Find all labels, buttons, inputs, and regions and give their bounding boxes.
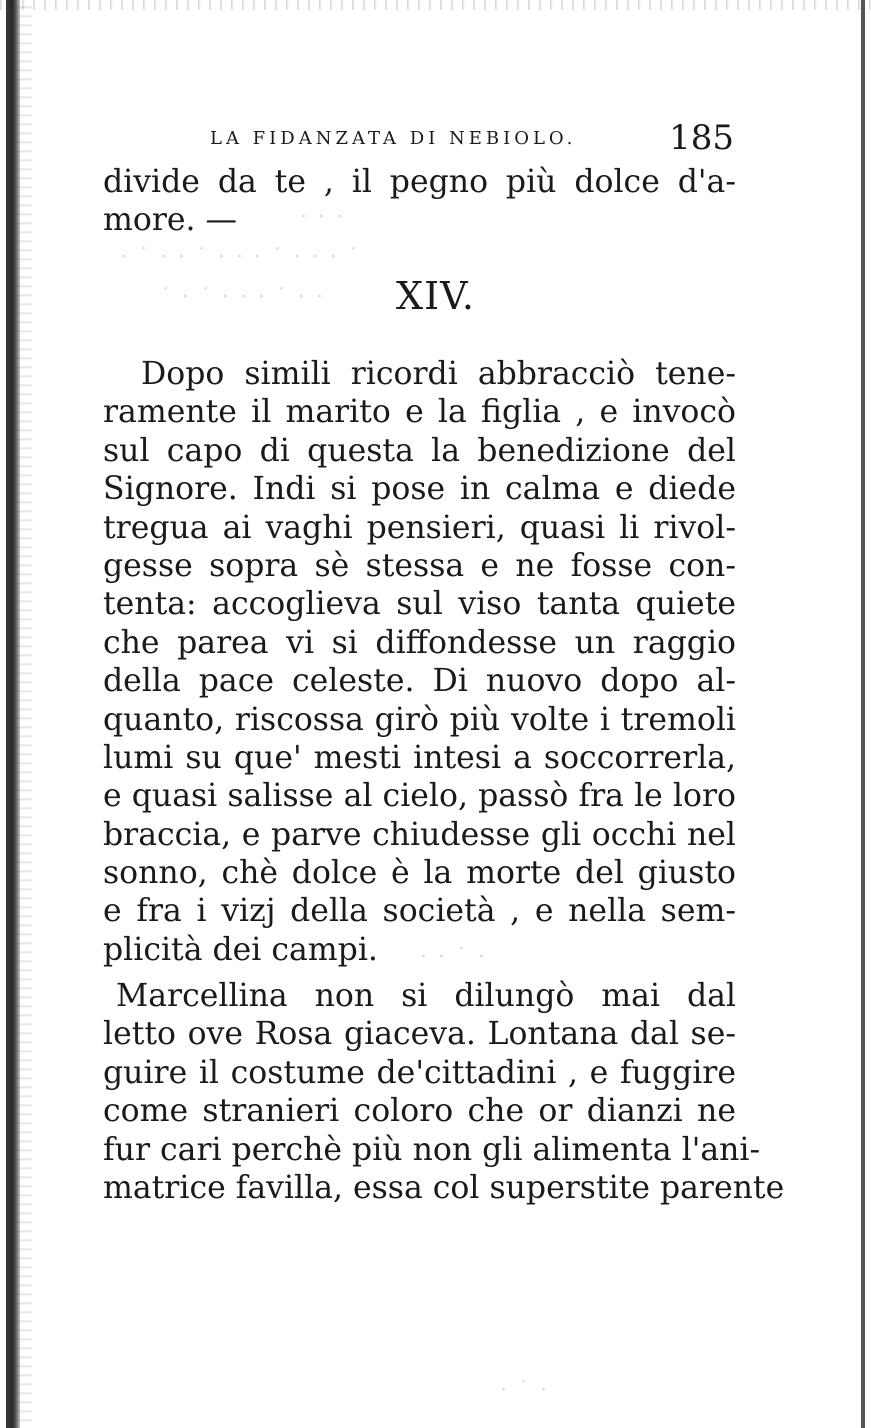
text-line: e quasi salisse al cielo, passò fra le loro — [103, 778, 736, 815]
scan-top-noise — [0, 0, 871, 10]
text-line: tenta: accoglieva sul viso tanta quiete — [103, 586, 736, 623]
text-line: Marcellina non si dilungò mai dal — [116, 978, 736, 1014]
paragraph-2 — [103, 977, 785, 1207]
bleed-through-mark: · · · — [300, 205, 345, 230]
text-line: letto ove Rosa giaceva. Lontana dal se- — [103, 1016, 736, 1053]
page-header — [100, 118, 736, 158]
continued-paragraph — [103, 163, 736, 240]
text-line: della pace celeste. Di nuovo dopo al- — [103, 663, 736, 700]
text-line: sul capo di questa la benedizione del — [103, 432, 736, 469]
text-line: more. — — [103, 202, 238, 239]
text-line: Dopo simili ricordi abbracciò tene- — [141, 356, 736, 392]
text-line: braccia, e parve chiudesse gli occhi nel — [103, 816, 736, 853]
text-line: lumi su que' mesti intesi a soccorrerla, — [103, 739, 736, 776]
text-line: che parea vi si diffondesse un raggio — [103, 624, 736, 661]
bleed-through-mark: · · ˙ · — [420, 945, 487, 970]
bleed-through-mark: · ˙ · · ˙ · · · ˙ · · · ˙ — [120, 245, 361, 270]
text-line: quanto, riscossa girò più volte i tremoli — [103, 701, 736, 738]
text-line: divide da te , il pegno più dolce d'a- — [103, 164, 736, 200]
bleed-through-mark: ˙ · ˙ · · · ˙ · · — [160, 285, 325, 310]
text-line: plicità dei campi. — [103, 931, 378, 968]
text-line: ramente il marito e la figlia , e invocò — [103, 394, 736, 431]
text-line: matrice favilla, essa col superstite parente — [103, 1169, 785, 1206]
text-line: fur cari perchè più non gli alimenta l'ani- — [103, 1131, 761, 1168]
text-line: sonno, chè dolce è la morte del giusto — [103, 855, 736, 892]
text-line: Signore. Indi si pose in calma e diede — [103, 471, 736, 508]
text-line: tregua ai vaghi pensieri, quasi li rivol- — [103, 509, 736, 546]
running-head: LA FIDANZATA DI NEBIOLO. — [210, 128, 577, 149]
text-line: come stranieri coloro che or dianzi ne — [103, 1093, 736, 1130]
text-line: gesse sopra sè stessa e ne fosse con- — [103, 547, 736, 584]
page-right-edge — [861, 0, 865, 1428]
text-line: e fra i vizj della società , e nella sem- — [103, 893, 736, 930]
gutter-speckle — [18, 0, 32, 1428]
text-line: guire il costume de'cittadini , e fuggire — [103, 1054, 736, 1091]
paragraph-1 — [103, 355, 736, 969]
page-number: 185 — [669, 118, 734, 158]
chapter-heading: XIV. — [396, 274, 475, 318]
bleed-through-mark: · ˙ · — [500, 1378, 549, 1403]
